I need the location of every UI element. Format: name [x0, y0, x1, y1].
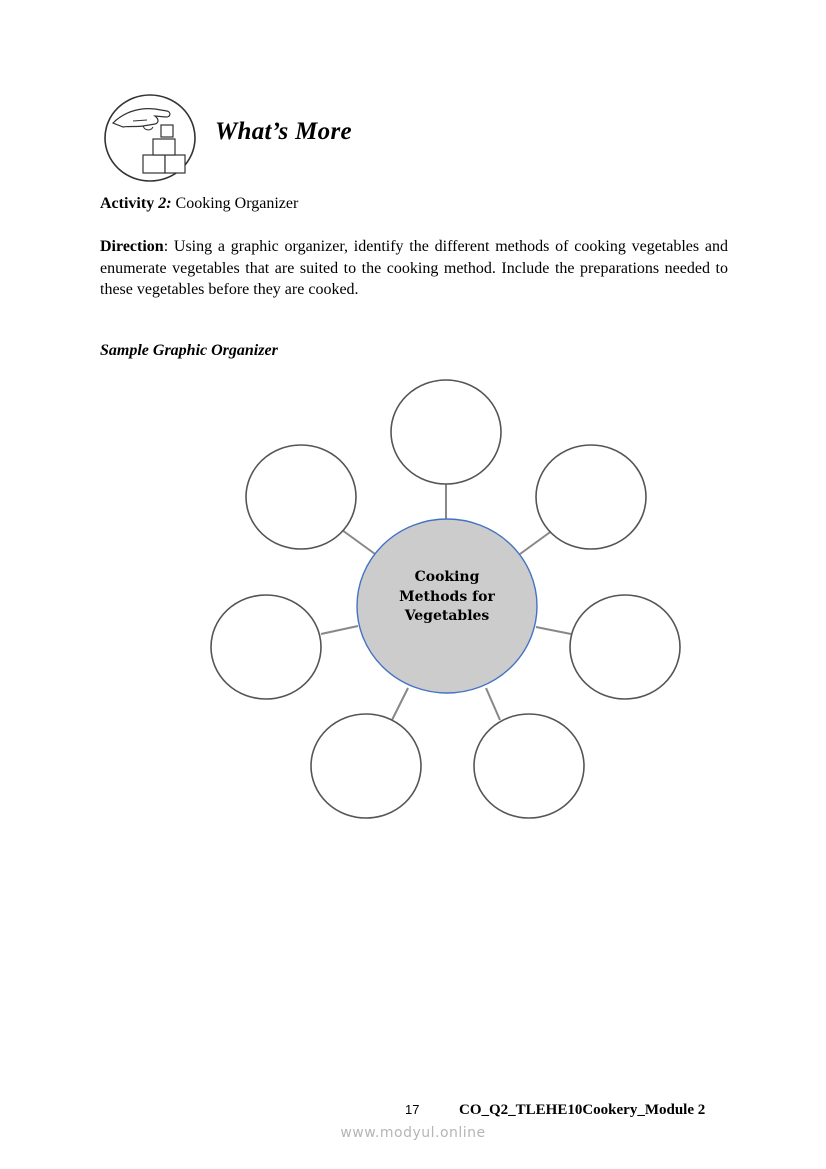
- connector-lower-right: [486, 688, 500, 720]
- center-label-line3: Vegetables: [404, 608, 490, 624]
- connector-upper-right: [520, 530, 553, 554]
- watermark: www.modyul.online: [340, 1125, 486, 1141]
- direction-text: : Using a graphic organizer, identify the different methods of cooking vegetables and enumerate vegetables that are suited to the cooking method. Include the preparations needed to these vegetables before they are cooked.: [100, 238, 728, 298]
- connector-upper-left: [342, 530, 375, 554]
- hand-stacking-blocks-icon: [103, 93, 197, 183]
- organizer-subtitle: Sample Graphic Organizer: [100, 342, 278, 359]
- direction-label: Direction: [100, 238, 164, 255]
- outer-circle-lower-right: [474, 714, 584, 818]
- outer-circle-upper-right: [536, 445, 646, 549]
- graphic-organizer: [200, 370, 700, 830]
- outer-circle-lower-left: [311, 714, 421, 818]
- center-label-line1: Cooking: [414, 569, 480, 585]
- section-title: What’s More: [215, 118, 352, 145]
- module-code: CO_Q2_TLEHE10Cookery_Module 2: [459, 1102, 706, 1118]
- center-label: [357, 568, 537, 627]
- direction-paragraph: [100, 236, 728, 301]
- activity-title: Cooking Organizer: [175, 195, 299, 212]
- outer-circle-left: [211, 595, 321, 699]
- activity-label: Activity: [100, 195, 155, 212]
- outer-circle-top: [391, 380, 501, 484]
- outer-circle-upper-left: [246, 445, 356, 549]
- activity-number: 2:: [158, 195, 172, 212]
- center-label-line2: Methods for: [399, 588, 495, 605]
- connector-left: [321, 626, 358, 634]
- outer-circle-right: [570, 595, 680, 699]
- connector-lower-left: [392, 688, 408, 720]
- connector-right: [536, 627, 571, 634]
- page-number: 17: [405, 1102, 420, 1117]
- activity-heading: [100, 195, 298, 213]
